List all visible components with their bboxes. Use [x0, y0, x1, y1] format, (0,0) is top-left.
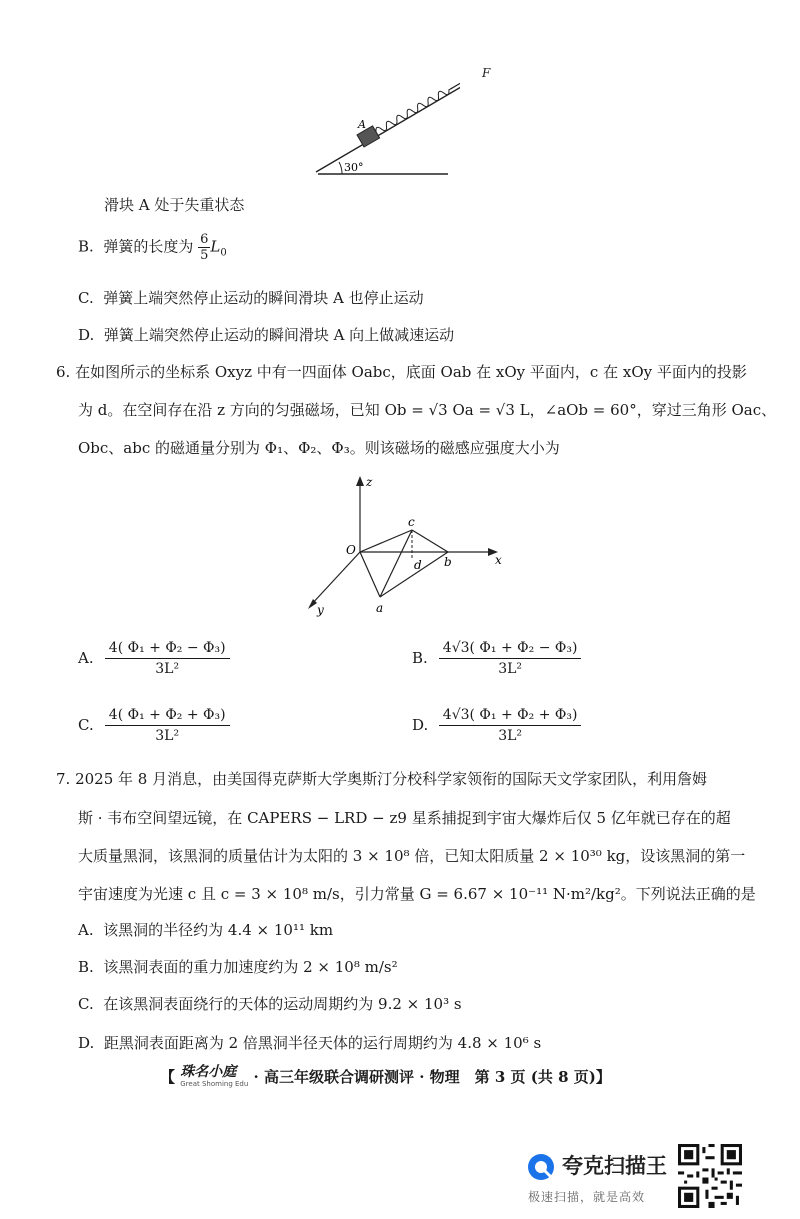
angle-label: 30° — [344, 161, 364, 174]
q5-optC — [78, 287, 424, 309]
q7-optB-text: 该黑洞表面的重力加速度约为 2 × 10⁸ m/s² — [103, 958, 398, 976]
q6-option-D — [412, 706, 581, 745]
q7-option-C — [78, 993, 462, 1015]
q7-optA-text: 该黑洞的半径约为 4.4 × 10¹¹ km — [103, 921, 334, 939]
q6-optA-label: A. — [78, 648, 94, 667]
q6-optB-den: 3L² — [498, 661, 523, 677]
q6-optB-num: 4√3( Φ₁ + Φ₂ − Φ₃) — [439, 639, 582, 659]
label-z: z — [366, 475, 373, 489]
label-b: b — [444, 555, 452, 569]
label-A: A — [358, 118, 366, 131]
q7-optD-label: D. — [78, 1034, 95, 1052]
q6-number: 6. — [56, 363, 71, 381]
q7-line3: 大质量黑洞，该黑洞的质量估计为太阳的 3 × 10⁸ 倍，已知太阳质量 2 × 10³⁰ kg，设该黑洞的第一 — [78, 847, 746, 865]
label-F-text: F — [482, 66, 491, 80]
q5-optB-sub: 0 — [220, 247, 227, 259]
q5-optD-label: D. — [78, 326, 95, 344]
q6-optA-num: 4( Φ₁ + Φ₂ − Φ₃) — [105, 639, 230, 659]
q5-optA-tail: 滑块 A 处于失重状态 — [104, 196, 245, 214]
q6-optC-num: 4( Φ₁ + Φ₂ + Φ₃) — [105, 706, 230, 726]
q5-optD-text: 弹簧上端突然停止运动的瞬间滑块 A 向上做减速运动 — [103, 326, 455, 344]
edge-bc — [412, 530, 448, 552]
force-arrow — [451, 79, 460, 89]
q7-optB-label: B. — [78, 958, 94, 976]
q6-optD-num: 4√3( Φ₁ + Φ₂ + Φ₃) — [439, 706, 582, 726]
q6-line3: Obc、abc 的磁通量分别为 Φ₁、Φ₂、Φ₃。则该磁场的磁感应强度大小为 — [78, 439, 560, 457]
footer-open-bracket: 【 — [160, 1068, 176, 1086]
q7-line4: 宇宙速度为光速 c 且 c = 3 × 10⁸ m/s，引力常量 G = 6.67 × 10⁻¹¹ N·m²/kg²。下列说法正确的是 — [78, 885, 756, 903]
q7-line1 — [56, 768, 707, 790]
q6-optD-fraction — [439, 706, 582, 745]
label-a: a — [376, 601, 384, 615]
q6-line1 — [56, 361, 747, 383]
incline-spring-figure — [300, 58, 460, 180]
brand-sub: Great Shoming Edu — [180, 1080, 249, 1088]
qr-code[interactable] — [678, 1144, 742, 1208]
q7-line2: 斯 · 韦布空间望远镜，在 CAPERS − LRD − z9 星系捕捉到宇宙大爆炸后仅 5 亿年就已存在的超 — [78, 809, 731, 827]
q6-option-B — [412, 639, 581, 678]
tetrahedron-figure — [300, 472, 520, 622]
page-footer — [160, 1066, 611, 1090]
q5-optB-frac-num: 6 — [200, 232, 209, 247]
y-axis — [310, 552, 360, 606]
q5-optD — [78, 324, 454, 346]
quark-logo-icon — [526, 1152, 556, 1182]
q7-option-A — [78, 919, 333, 941]
q6-optA-den: 3L² — [155, 661, 180, 677]
q6-optC-fraction — [105, 706, 230, 745]
label-y: y — [317, 603, 324, 617]
q7-optD-text: 距黑洞表面距离为 2 倍黑洞半径天体的运行周期约为 4.8 × 10⁶ s — [103, 1034, 542, 1052]
label-d: d — [414, 558, 422, 572]
q7-option-D — [78, 1032, 541, 1054]
edge-Oc — [360, 530, 412, 552]
brand-logo — [180, 1066, 248, 1090]
footer-text: · 高三年级联合调研测评 · 物理 第 3 页 (共 8 页)】 — [253, 1068, 611, 1086]
q6-optD-label: D. — [412, 715, 429, 734]
q5-optB-text: 弹簧的长度为 — [103, 237, 194, 256]
q5-optB — [78, 232, 227, 265]
q6-text-line1: 在如图所示的坐标系 Oxyz 中有一四面体 Oabc，底面 Oab 在 xOy 平面内，c 在 xOy 平面内的投影 — [75, 363, 747, 381]
q7-option-B — [78, 956, 398, 978]
q6-optC-label: C. — [78, 715, 94, 734]
q6-line2: 为 d。在空间存在沿 z 方向的匀强磁场，已知 Ob = √3 Oa = √3 L，∠aOb = 60°，穿过三角形 Oac、 — [78, 401, 777, 419]
q6-optB-fraction — [439, 639, 582, 678]
spring — [374, 85, 454, 135]
angle-arc — [339, 162, 342, 174]
q7-number: 7. — [56, 770, 71, 788]
label-x: x — [495, 553, 502, 567]
q6-optD-den: 3L² — [498, 728, 523, 744]
q5-optC-text: 弹簧上端突然停止运动的瞬间滑块 A 也停止运动 — [103, 289, 424, 307]
q6-optA-fraction — [105, 639, 230, 678]
q5-optB-var: L — [210, 237, 221, 256]
label-O: O — [346, 543, 356, 557]
label-c: c — [408, 515, 415, 529]
q7-text-line1: 2025 年 8 月消息，由美国得克萨斯大学奥斯汀分校科学家领衔的国际天文学家团队，利用詹姆 — [75, 770, 708, 788]
q6-option-C — [78, 706, 230, 745]
watermark-name: 夸克扫描王 — [562, 1154, 667, 1178]
q7-optC-label: C. — [78, 995, 94, 1013]
q6-optB-label: B. — [412, 648, 428, 667]
q5-optB-fraction — [198, 232, 210, 263]
q5-optC-label: C. — [78, 289, 94, 307]
q5-optB-frac-den: 5 — [200, 248, 209, 263]
watermark-slogan: 极速扫描，就是高效 — [528, 1190, 646, 1204]
q7-optC-text: 在该黑洞表面绕行的天体的运动周期约为 9.2 × 10³ s — [103, 995, 462, 1013]
q7-optA-label: A. — [78, 921, 94, 939]
q6-optC-den: 3L² — [155, 728, 180, 744]
brand-name: 珠名小庭 — [180, 1064, 237, 1080]
edge-Oa — [360, 552, 380, 597]
q6-option-A — [78, 639, 230, 678]
q5-optB-label: B. — [78, 237, 94, 256]
